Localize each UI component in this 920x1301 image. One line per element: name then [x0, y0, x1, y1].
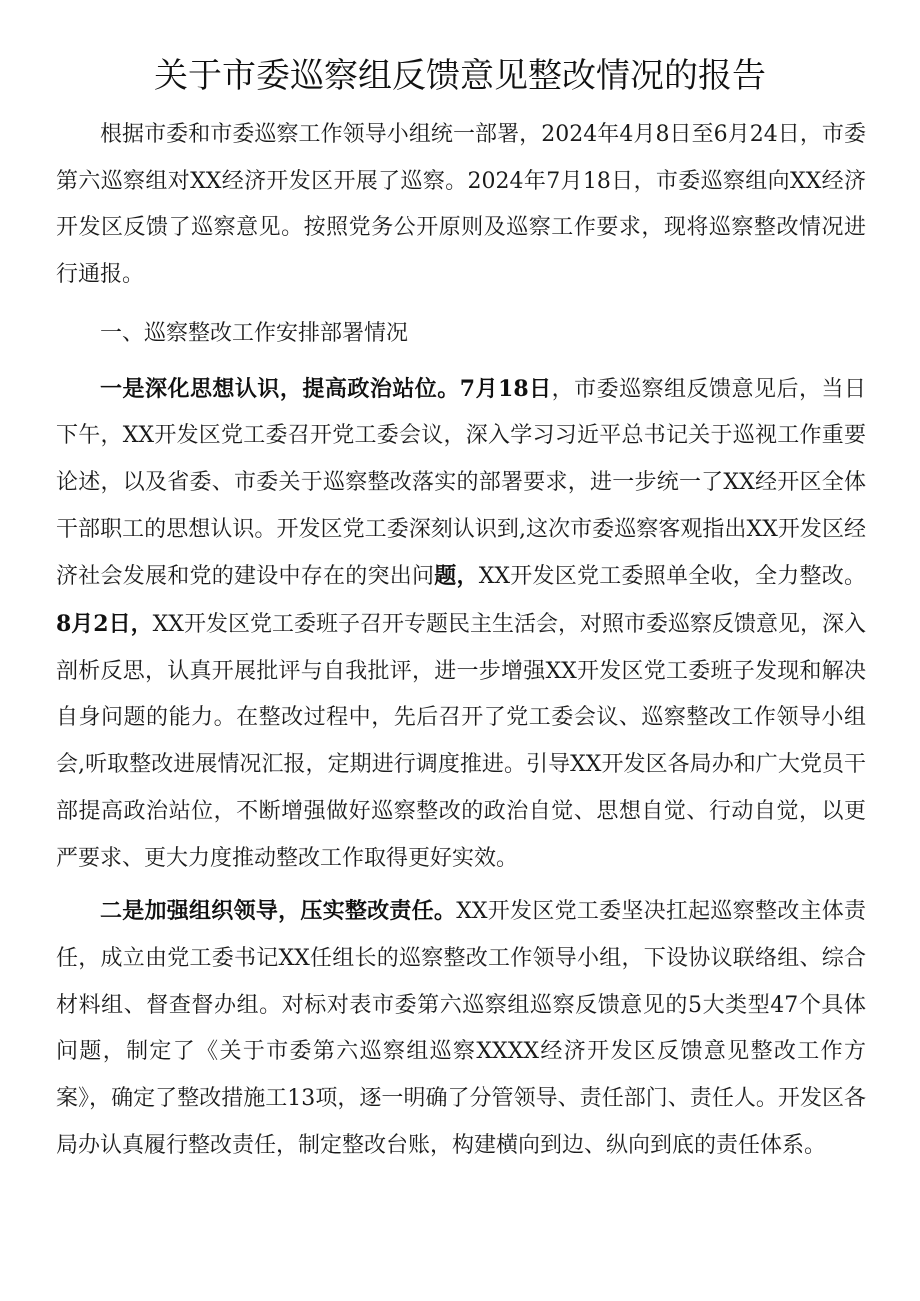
- paragraph-1-bold-date: 8月2日，: [56, 611, 153, 638]
- paragraph-2: [56, 888, 866, 1169]
- intro-paragraph: 根据市委和市委巡察工作领导小组统一部署，2024年4月8日至6月24日，市委第六巡察组对XX经济开发区开展了巡察。2024年7月18日，市委巡察组向XX经济开发区反馈了巡察意见。按照党务公开原则及巡察工作要求，现将巡察整改情况进行通报。: [56, 122, 866, 288]
- section-1-heading: 一、巡察整改工作安排部署情况: [100, 320, 409, 346]
- paragraph-2-lead: 二是加强组织领导，压实整改责任。: [100, 898, 457, 925]
- document-body: [56, 112, 866, 1169]
- paragraph-1-text-2: XX开发区党工委照单全收，全力整改。: [478, 564, 866, 590]
- paragraph-2-text: XX开发区党工委坚决扛起巡察整改主体责任，成立由党工委书记XX任组长的巡察整改工作领导小组，下设协议联络组、综合材料组、督查督办组。对标对表市委第六巡察组巡察反馈意见的5大类型47个具体问题，制定了《关于市委第六巡察组巡察XXXX经济开发区反馈意见整改工作方案》，确定了整改措施工13项，逐一明确了分管领导、责任部门、责任人。开发区各局办认真履行整改责任，制定整改台账，构建横向到边、纵向到底的责任体系。: [56, 899, 866, 1158]
- paragraph-1: [56, 366, 866, 883]
- paragraph-1-lead: 一是深化思想认识，提高政治站位。7月18日: [100, 375, 552, 402]
- paragraph-1-text: ，市委巡察组反馈意见后，当日下午，XX开发区党工委召开党工委会议，深入学习习近平总书记关于巡视工作重要论述，以及省委、市委关于巡察整改落实的部署要求，进一步统一了XX经开区全体干部职工的思想认识。开发区党工委深刻认识到,这次市委巡察客观指出XX开发区经济社会发展和党的建设中存在的突出问: [56, 376, 866, 590]
- paragraph-1-bold-word: 题，: [434, 563, 479, 590]
- document-title: 关于市委巡察组反馈意见整改情况的报告: [154, 56, 766, 96]
- paragraph-1-text-3: XX开发区党工委班子召开专题民主生活会，对照市委巡察反馈意见，深入剖析反思，认真开展批评与自我批评，进一步增强XX开发区党工委班子发现和解决自身问题的能力。在整改过程中，先后召开了党工委会议、巡察整改工作领导小组会,听取整改进展情况汇报，定期进行调度推进。引导XX开发区各局办和广大党员干部提高政治站位，不断增强做好巡察整改的政治自觉、思想自觉、行动自觉，以更严要求、更大力度推动整改工作取得更好实效。: [56, 612, 866, 871]
